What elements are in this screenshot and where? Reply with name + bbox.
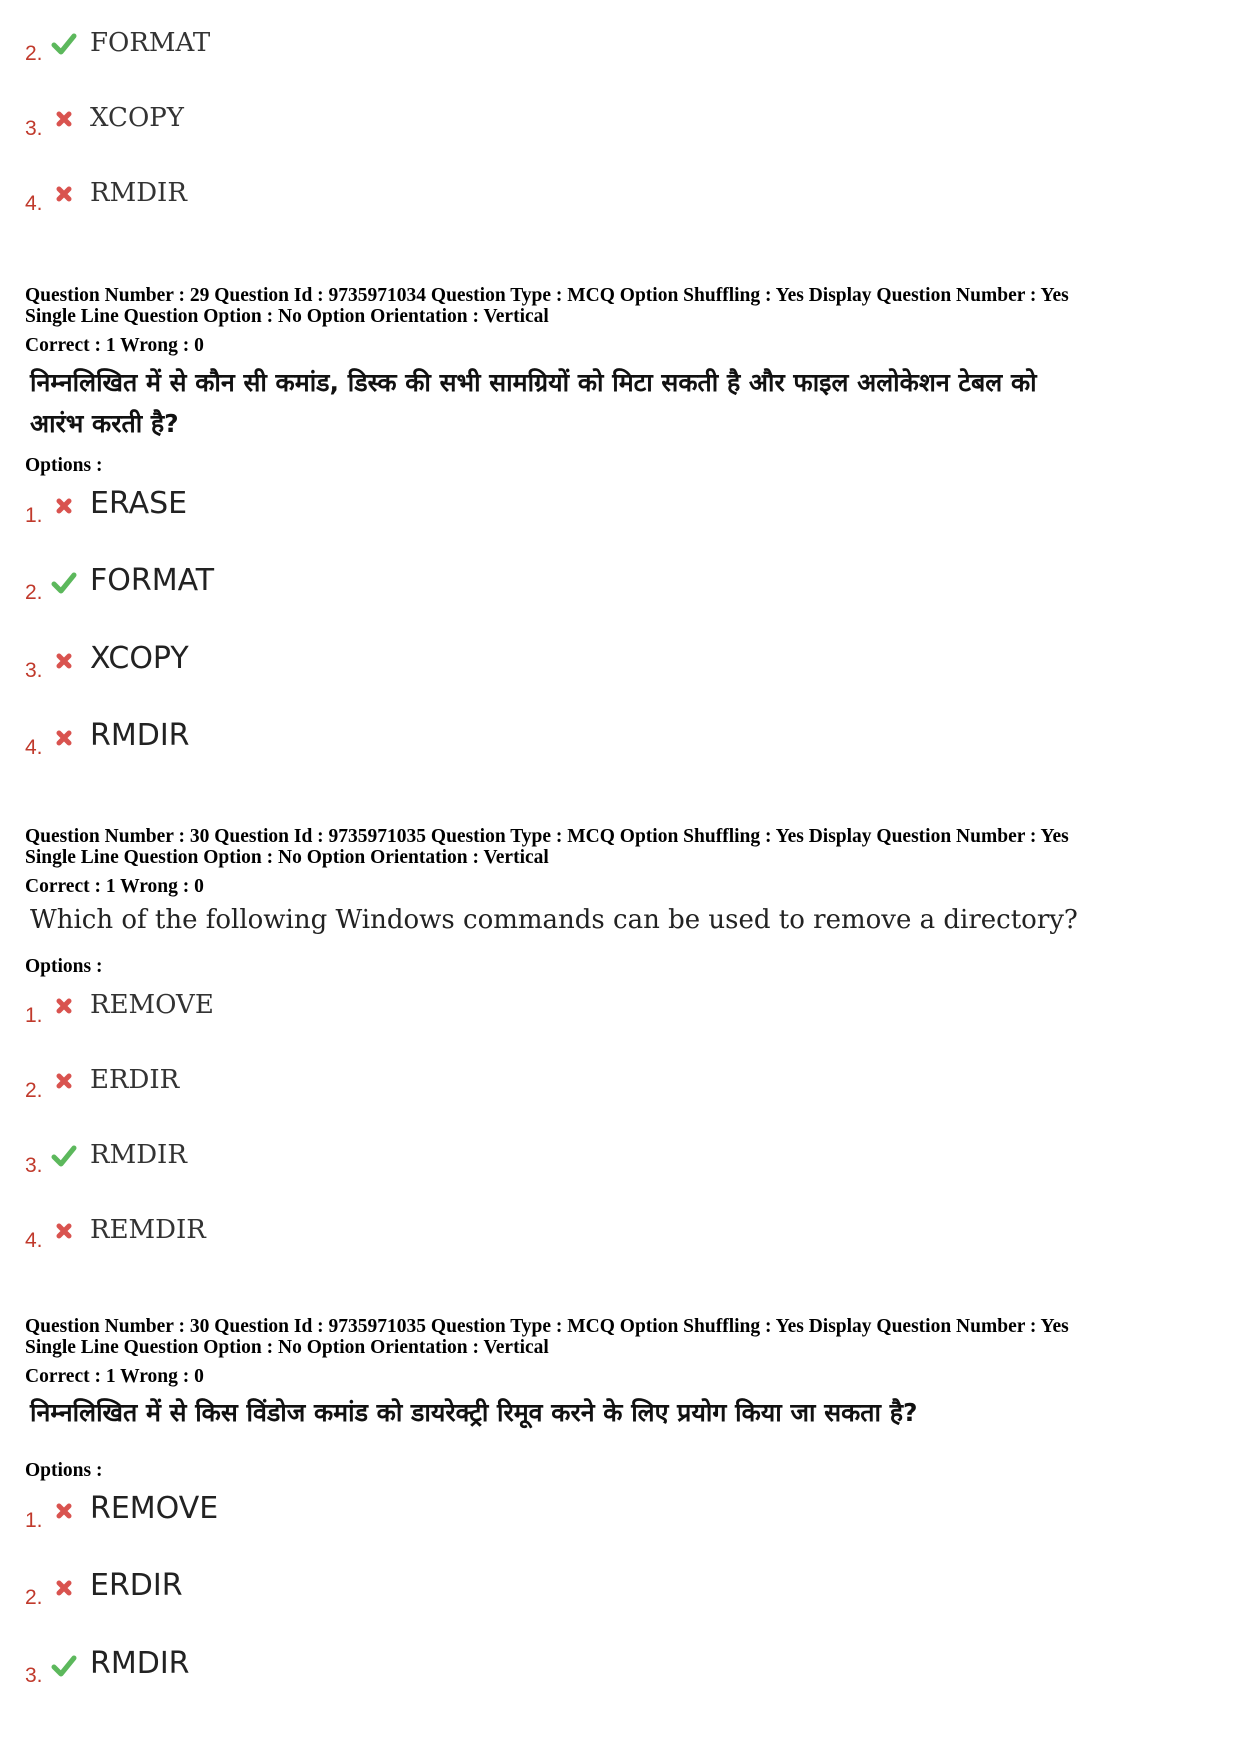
option-row	[0, 990, 600, 1030]
option-row	[0, 1065, 600, 1105]
marks-info: Correct : 1 Wrong : 0	[25, 876, 204, 897]
option-text: FORMAT	[90, 28, 211, 58]
option-number: 4.	[25, 192, 43, 215]
cross-icon	[50, 1497, 78, 1525]
option-number: 1.	[25, 1004, 43, 1027]
question-meta: Single Line Question Option : No Option Orientation : Vertical	[25, 847, 549, 868]
marks-info: Correct : 1 Wrong : 0	[25, 335, 204, 356]
option-number: 3.	[25, 1154, 43, 1177]
option-row	[0, 178, 600, 218]
option-text: REMOVE	[90, 990, 214, 1020]
option-text: RMDIR	[90, 1140, 187, 1170]
options-label: Options :	[25, 1460, 103, 1481]
marks-info: Correct : 1 Wrong : 0	[25, 1366, 204, 1387]
option-number: 3.	[25, 117, 43, 140]
option-text: XCOPY	[90, 103, 184, 133]
check-icon	[50, 569, 78, 597]
question-meta: Question Number : 29 Question Id : 9735971034 Question Type : MCQ Option Shuffling : Yes Display Question Number : Yes	[25, 285, 1069, 306]
option-row	[0, 1215, 600, 1255]
option-text: ERASE	[90, 486, 188, 521]
cross-icon	[50, 1217, 78, 1245]
question-meta: Single Line Question Option : No Option Orientation : Vertical	[25, 1337, 549, 1358]
check-icon	[50, 1142, 78, 1170]
option-number: 2.	[25, 42, 43, 65]
question-meta: Question Number : 30 Question Id : 9735971035 Question Type : MCQ Option Shuffling : Yes Display Question Number : Yes	[25, 1316, 1069, 1337]
question-meta: Single Line Question Option : No Option Orientation : Vertical	[25, 306, 549, 327]
question-text: निम्नलिखित में से कौन सी कमांड, डिस्क की सभी सामग्रियों को मिटा सकती है और फाइल अलोकेशन टेबल को	[30, 368, 1037, 397]
option-number: 1.	[25, 504, 43, 527]
cross-icon	[50, 724, 78, 752]
cross-icon	[50, 105, 78, 133]
cross-icon	[50, 647, 78, 675]
option-number: 4.	[25, 1229, 43, 1252]
option-number: 2.	[25, 1586, 43, 1609]
option-row	[0, 103, 600, 143]
option-text: XCOPY	[90, 641, 189, 676]
option-row	[0, 1568, 600, 1612]
option-number: 2.	[25, 581, 43, 604]
question-text: Which of the following Windows commands can be used to remove a directory?	[30, 905, 1078, 935]
option-text: RMDIR	[90, 1646, 190, 1681]
option-number: 4.	[25, 736, 43, 759]
option-row	[0, 1140, 600, 1180]
option-text: ERDIR	[90, 1568, 183, 1603]
question-text: आरंभ करती है?	[30, 409, 179, 438]
option-row	[0, 1491, 600, 1535]
option-number: 2.	[25, 1079, 43, 1102]
check-icon	[50, 1652, 78, 1680]
cross-icon	[50, 180, 78, 208]
check-icon	[50, 30, 78, 58]
option-text: RMDIR	[90, 178, 187, 208]
option-row	[0, 641, 600, 685]
option-number: 3.	[25, 1664, 43, 1687]
option-row	[0, 718, 600, 762]
option-row	[0, 563, 600, 607]
option-number: 1.	[25, 1509, 43, 1532]
option-text: REMDIR	[90, 1215, 206, 1245]
option-text: RMDIR	[90, 718, 190, 753]
option-text: REMOVE	[90, 1491, 219, 1526]
question-meta: Question Number : 30 Question Id : 9735971035 Question Type : MCQ Option Shuffling : Yes Display Question Number : Yes	[25, 826, 1069, 847]
cross-icon	[50, 492, 78, 520]
option-row	[0, 1646, 600, 1690]
cross-icon	[50, 992, 78, 1020]
question-text: निम्नलिखित में से किस विंडोज कमांड को डायरेक्ट्री रिमूव करने के लिए प्रयोग किया जा सकता है?	[30, 1398, 918, 1427]
options-label: Options :	[25, 956, 103, 977]
options-label: Options :	[25, 455, 103, 476]
option-row	[0, 28, 600, 68]
cross-icon	[50, 1574, 78, 1602]
cross-icon	[50, 1067, 78, 1095]
option-text: FORMAT	[90, 563, 215, 598]
option-number: 3.	[25, 659, 43, 682]
option-text: ERDIR	[90, 1065, 180, 1095]
option-row	[0, 486, 600, 530]
